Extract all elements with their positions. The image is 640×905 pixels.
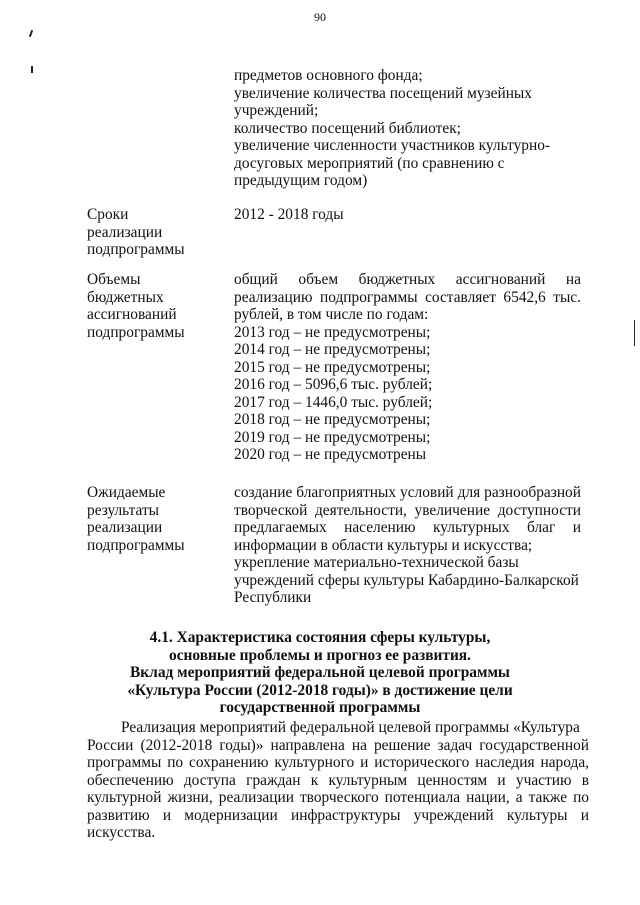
funding-year-line: 2013 год – не предусмотрены; <box>234 323 431 341</box>
funding-year-line: 2014 год – не предусмотрены; <box>234 341 431 358</box>
funding-year-line: 2019 год – не предусмотрены; <box>234 428 431 446</box>
section-heading-line: основные проблемы и прогноз ее развития. <box>169 646 471 664</box>
results-line: Республики <box>234 589 312 606</box>
body-first-line: Реализация мероприятий федеральной целевой программы «Культура <box>121 719 580 736</box>
funding-tail-line: рублей, в том числе по годам: <box>234 306 429 323</box>
funding-year-line: 2020 год – не предусмотрены <box>234 446 427 463</box>
results-line: информации в области культуры и искусства; <box>234 536 533 554</box>
funding-year-line: 2016 год – 5096,6 тыс. рублей; <box>234 376 433 393</box>
continuation-line: учреждений; <box>234 102 319 119</box>
scan-mark-top <box>29 30 33 37</box>
funding-year-line: 2015 год – не предусмотрены; <box>234 358 431 376</box>
continuation-value <box>234 67 581 190</box>
funding-label-line: подпрограммы <box>87 323 185 341</box>
results-label-line: Ожидаемые <box>87 484 166 501</box>
terms-label-line: реализации <box>87 223 163 241</box>
results-label-line: подпрограммы <box>87 536 185 554</box>
funding-label-line: ассигнований <box>87 306 177 323</box>
section-heading-line: «Культура России (2012-2018 годы)» в достижение цели <box>127 681 513 699</box>
continuation-line: предметов основного фонда; <box>234 67 423 84</box>
funding-label-line: бюджетных <box>87 288 164 306</box>
funding-label <box>87 271 227 341</box>
results-line: укрепление материально-технической базы <box>234 554 519 571</box>
page-number: 90 <box>314 10 326 24</box>
funding-intro-line: общий объем бюджетных ассигнований на <box>234 271 581 288</box>
terms-label-line: подпрограммы <box>87 241 185 258</box>
continuation-line: увеличение количества посещений музейных <box>234 84 532 102</box>
results-label-line: реализации <box>87 519 163 536</box>
terms-label-line: Сроки <box>87 206 129 223</box>
results-line: творческой деятельности, увеличение доступности <box>234 501 581 519</box>
results-value <box>234 484 581 607</box>
results-line: учреждений сферы культуры Кабардино-Балкарской <box>234 571 579 589</box>
body-line: культурной жизни, реализации творческого потенциала нации, а также по <box>87 789 589 806</box>
results-line: создание благоприятных условий для разнообразной <box>234 484 581 501</box>
scan-mark-bottom <box>31 66 33 73</box>
continuation-line: досуговых мероприятий (по сравнению с <box>234 154 505 172</box>
body-last-line: искусства. <box>87 824 156 841</box>
scan-mark-right <box>634 320 635 346</box>
section-heading <box>0 629 640 717</box>
funding-intro-line: реализацию подпрограммы составляет 6542,6 тыс. <box>234 288 581 306</box>
terms-value-text: 2012 - 2018 годы <box>234 206 344 223</box>
continuation-line: предыдущим годом) <box>234 172 368 189</box>
body-line: России (2012-2018 годы)» направлена на решение задач государственной <box>87 736 589 754</box>
funding-label-line: Объемы <box>87 271 141 288</box>
section-heading-line: 4.1. Характеристика состояния сферы культуры, <box>149 629 491 646</box>
results-label-line: результаты <box>87 501 160 519</box>
body-line: обеспечению доступа граждан к культурным ценностям и участию в <box>87 771 589 789</box>
section-heading-line: государственной программы <box>219 699 421 717</box>
results-label <box>87 484 227 554</box>
funding-year-line: 2017 год – 1446,0 тыс. рублей; <box>234 393 433 411</box>
continuation-line: количество посещений библиотек; <box>234 119 461 137</box>
funding-value <box>234 271 581 464</box>
results-line: предлагаемых населению культурных благ и <box>234 519 581 536</box>
funding-year-line: 2018 год – не предусмотрены; <box>234 411 431 428</box>
section-heading-line: Вклад мероприятий федеральной целевой программы <box>130 664 510 682</box>
continuation-line: увеличение численности участников культурно- <box>234 137 551 154</box>
body-paragraph <box>87 719 589 842</box>
body-line: программы по сохранению культурного и исторического наследия народа, <box>87 754 589 771</box>
body-line: развитию и модернизации инфраструктуры учреждений культуры и <box>87 806 589 824</box>
terms-label <box>87 206 227 259</box>
terms-value <box>234 206 581 224</box>
